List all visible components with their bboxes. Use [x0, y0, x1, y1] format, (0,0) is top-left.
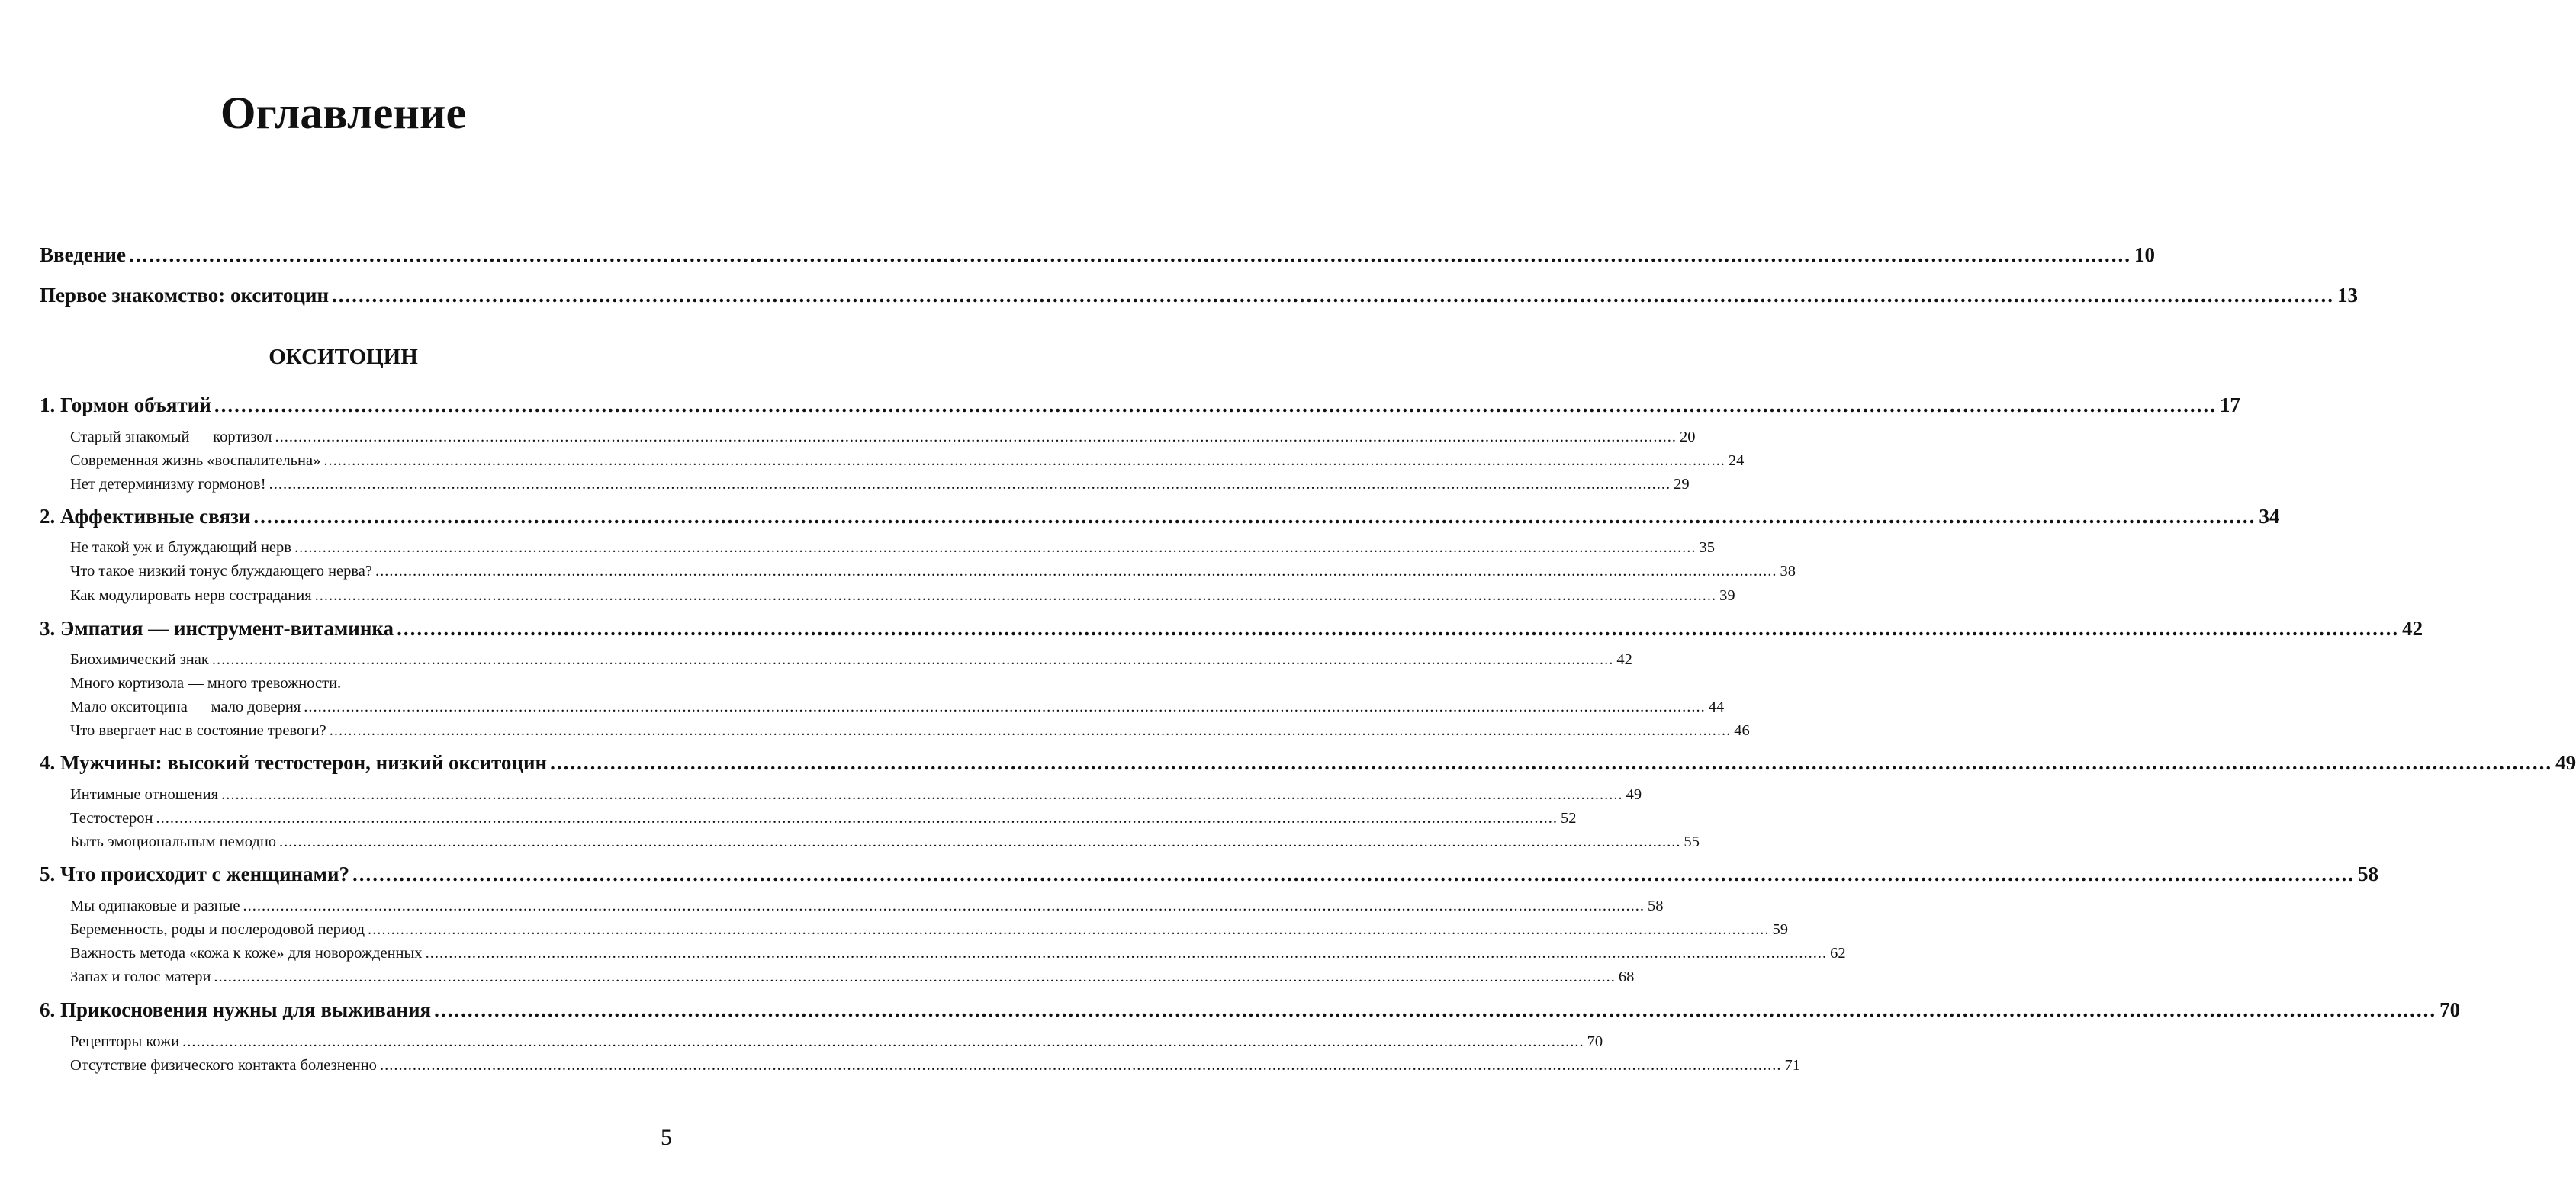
dot-leader: ............................................................................................................................................................................................................................................................................................................: [243, 898, 1645, 914]
entry-title: Много кортизола — много тревожности.: [70, 675, 342, 692]
entry-page: 42: [2402, 617, 2423, 640]
entry-page: 70: [1587, 1033, 1603, 1050]
entry-title: Интимные отношения: [70, 786, 219, 803]
entry-page: 46: [1734, 722, 1750, 739]
toc-subentry[interactable]: [70, 585, 1735, 606]
entry-page: 39: [1719, 587, 1735, 604]
entry-page: 24: [1728, 452, 1745, 469]
toc-subentry[interactable]: [70, 696, 1725, 718]
entry-title: Современная жизнь «воспалительна»: [70, 452, 321, 469]
toc-subentry[interactable]: [70, 649, 1632, 670]
dot-leader: ............................................................................................................................................................................................................................................................................................................: [128, 243, 2131, 266]
toc-chapter[interactable]: [40, 391, 2240, 419]
toc-subentry[interactable]: [70, 561, 1796, 582]
entry-title: Нет детерминизму гормонов!: [70, 476, 266, 493]
dot-leader: ............................................................................................................................................................................................................................................................................................................: [368, 921, 1770, 938]
entry-page: 71: [1784, 1057, 1800, 1074]
entry-page: 62: [1830, 945, 1846, 962]
entry-page: 20: [1680, 429, 1696, 445]
dot-leader: ............................................................................................................................................................................................................................................................................................................: [275, 429, 1677, 445]
entry-title: 2. Аффективные связи: [40, 505, 251, 528]
toc-subentry[interactable]: [70, 831, 1700, 853]
entry-page: 49: [2555, 751, 2576, 774]
dot-leader: ............................................................................................................................................................................................................................................................................................................: [156, 810, 1558, 827]
entry-title: Рецепторы кожи: [70, 1033, 180, 1050]
dot-leader: ............................................................................................................................................................................................................................................................................................................: [329, 722, 1732, 739]
entry-title: Важность метода «кожа к коже» для новорожденных: [70, 945, 423, 962]
toc-entry[interactable]: [40, 241, 2155, 268]
toc-subentry[interactable]: [70, 450, 1745, 471]
entry-title: Беременность, роды и послеродовой период: [70, 921, 365, 938]
entry-page: 52: [1561, 810, 1577, 827]
section-title: ОКСИТОЦИН: [269, 345, 418, 369]
dot-leader: ............................................................................................................................................................................................................................................................................................................: [279, 834, 1681, 850]
toc-subentry[interactable]: [70, 895, 1664, 917]
entry-title: Старый знакомый — кортизол: [70, 429, 272, 445]
entry-page: 68: [1618, 969, 1635, 985]
entry-title: 6. Прикосновения нужны для выживания: [40, 998, 432, 1021]
entry-page: 55: [1684, 834, 1700, 850]
dot-leader: ............................................................................................................................................................................................................................................................................................................: [323, 452, 1725, 469]
entry-title: Как модулировать нерв сострадания: [70, 587, 312, 604]
toc-subentry[interactable]: [70, 1055, 1800, 1076]
entry-title: 4. Мужчины: высокий тестостерон, низкий окситоцин: [40, 751, 548, 774]
dot-leader: ............................................................................................................................................................................................................................................................................................................: [434, 998, 2437, 1021]
entry-title: Биохимический знак: [70, 651, 209, 668]
entry-page: 49: [1626, 786, 1642, 803]
toc-subentry[interactable]: [70, 943, 1846, 964]
dot-leader: ............................................................................................................................................................................................................................................................................................................: [294, 539, 1696, 556]
entry-page: 17: [2219, 394, 2240, 416]
entry-title: Первое знакомство: окситоцин: [40, 284, 330, 307]
dot-leader: ............................................................................................................................................................................................................................................................................................................: [375, 563, 1777, 580]
entry-page: 35: [1699, 539, 1715, 556]
entry-page: 58: [1648, 898, 1664, 914]
entry-title: Мало окситоцина — мало доверия: [70, 699, 301, 715]
dot-leader: ............................................................................................................................................................................................................................................................................................................: [397, 617, 2400, 640]
dot-leader: ............................................................................................................................................................................................................................................................................................................: [182, 1033, 1584, 1050]
entry-page: 13: [2337, 284, 2359, 307]
dot-leader: ............................................................................................................................................................................................................................................................................................................: [211, 651, 1614, 668]
dot-leader: ............................................................................................................................................................................................................................................................................................................: [304, 699, 1706, 715]
toc-chapter[interactable]: [40, 996, 2461, 1023]
entry-title: Тестостерон: [70, 810, 153, 827]
toc-subentry[interactable]: [70, 426, 1696, 448]
page-number: 5: [661, 1125, 672, 1150]
entry-page: 10: [2134, 243, 2155, 266]
entry-page: 58: [2358, 863, 2379, 885]
dot-leader: ............................................................................................................................................................................................................................................................................................................: [550, 751, 2553, 774]
toc-subentry[interactable]: [70, 1031, 1603, 1052]
toc-subentry[interactable]: [70, 720, 1750, 741]
toc-subentry[interactable]: [70, 966, 1635, 988]
toc-chapter[interactable]: [40, 749, 2576, 776]
dot-leader: ............................................................................................................................................................................................................................................................................................................: [214, 394, 2217, 416]
dot-leader: ............................................................................................................................................................................................................................................................................................................: [332, 284, 2335, 307]
entry-page: 70: [2439, 998, 2461, 1021]
dot-leader: ............................................................................................................................................................................................................................................................................................................: [425, 945, 1828, 962]
entry-title: Что ввергает нас в состояние тревоги?: [70, 722, 326, 739]
toc-entry[interactable]: [40, 281, 2359, 309]
dot-leader: ............................................................................................................................................................................................................................................................................................................: [221, 786, 1623, 803]
dot-leader: ............................................................................................................................................................................................................................................................................................................: [253, 505, 2256, 528]
dot-leader: ............................................................................................................................................................................................................................................................................................................: [352, 863, 2356, 885]
entry-page: 38: [1780, 563, 1796, 580]
entry-page: 42: [1616, 651, 1632, 668]
entry-title: Отсутствие физического контакта болезненно: [70, 1057, 377, 1074]
entry-title: Быть эмоциональным немодно: [70, 834, 277, 850]
entry-page: 59: [1772, 921, 1788, 938]
entry-title: 3. Эмпатия — инструмент-витаминка: [40, 617, 394, 640]
entry-title: Что такое низкий тонус блуждающего нерва?: [70, 563, 373, 580]
toc-chapter[interactable]: [40, 615, 2423, 642]
entry-title: 1. Гормон объятий: [40, 394, 211, 416]
toc-subentry[interactable]: [70, 673, 659, 694]
toc-subentry[interactable]: [70, 784, 1642, 805]
entry-page: 29: [1674, 476, 1690, 493]
toc-chapter[interactable]: [40, 860, 2379, 888]
entry-page: 44: [1708, 699, 1725, 715]
toc-subentry[interactable]: [70, 919, 1788, 940]
dot-leader: ............................................................................................................................................................................................................................................................................................................: [269, 476, 1671, 493]
page-title: Оглавление: [220, 88, 467, 138]
toc-chapter[interactable]: [40, 503, 2280, 530]
dot-leader: ............................................................................................................................................................................................................................................................................................................: [214, 969, 1616, 985]
toc-subentry[interactable]: [70, 808, 1577, 829]
dot-leader: ............................................................................................................................................................................................................................................................................................................: [379, 1057, 1782, 1074]
entry-title: Введение: [40, 243, 126, 266]
entry-title: Запах и голос матери: [70, 969, 211, 985]
toc-subentry[interactable]: [70, 537, 1715, 558]
entry-title: Не такой уж и блуждающий нерв: [70, 539, 291, 556]
entry-title: Мы одинаковые и разные: [70, 898, 240, 914]
dot-leader: ............................................................................................................................................................................................................................................................................................................: [314, 587, 1717, 604]
toc-subentry[interactable]: [70, 474, 1690, 495]
entry-title: 5. Что происходит с женщинами?: [40, 863, 350, 885]
entry-page: 34: [2259, 505, 2280, 528]
